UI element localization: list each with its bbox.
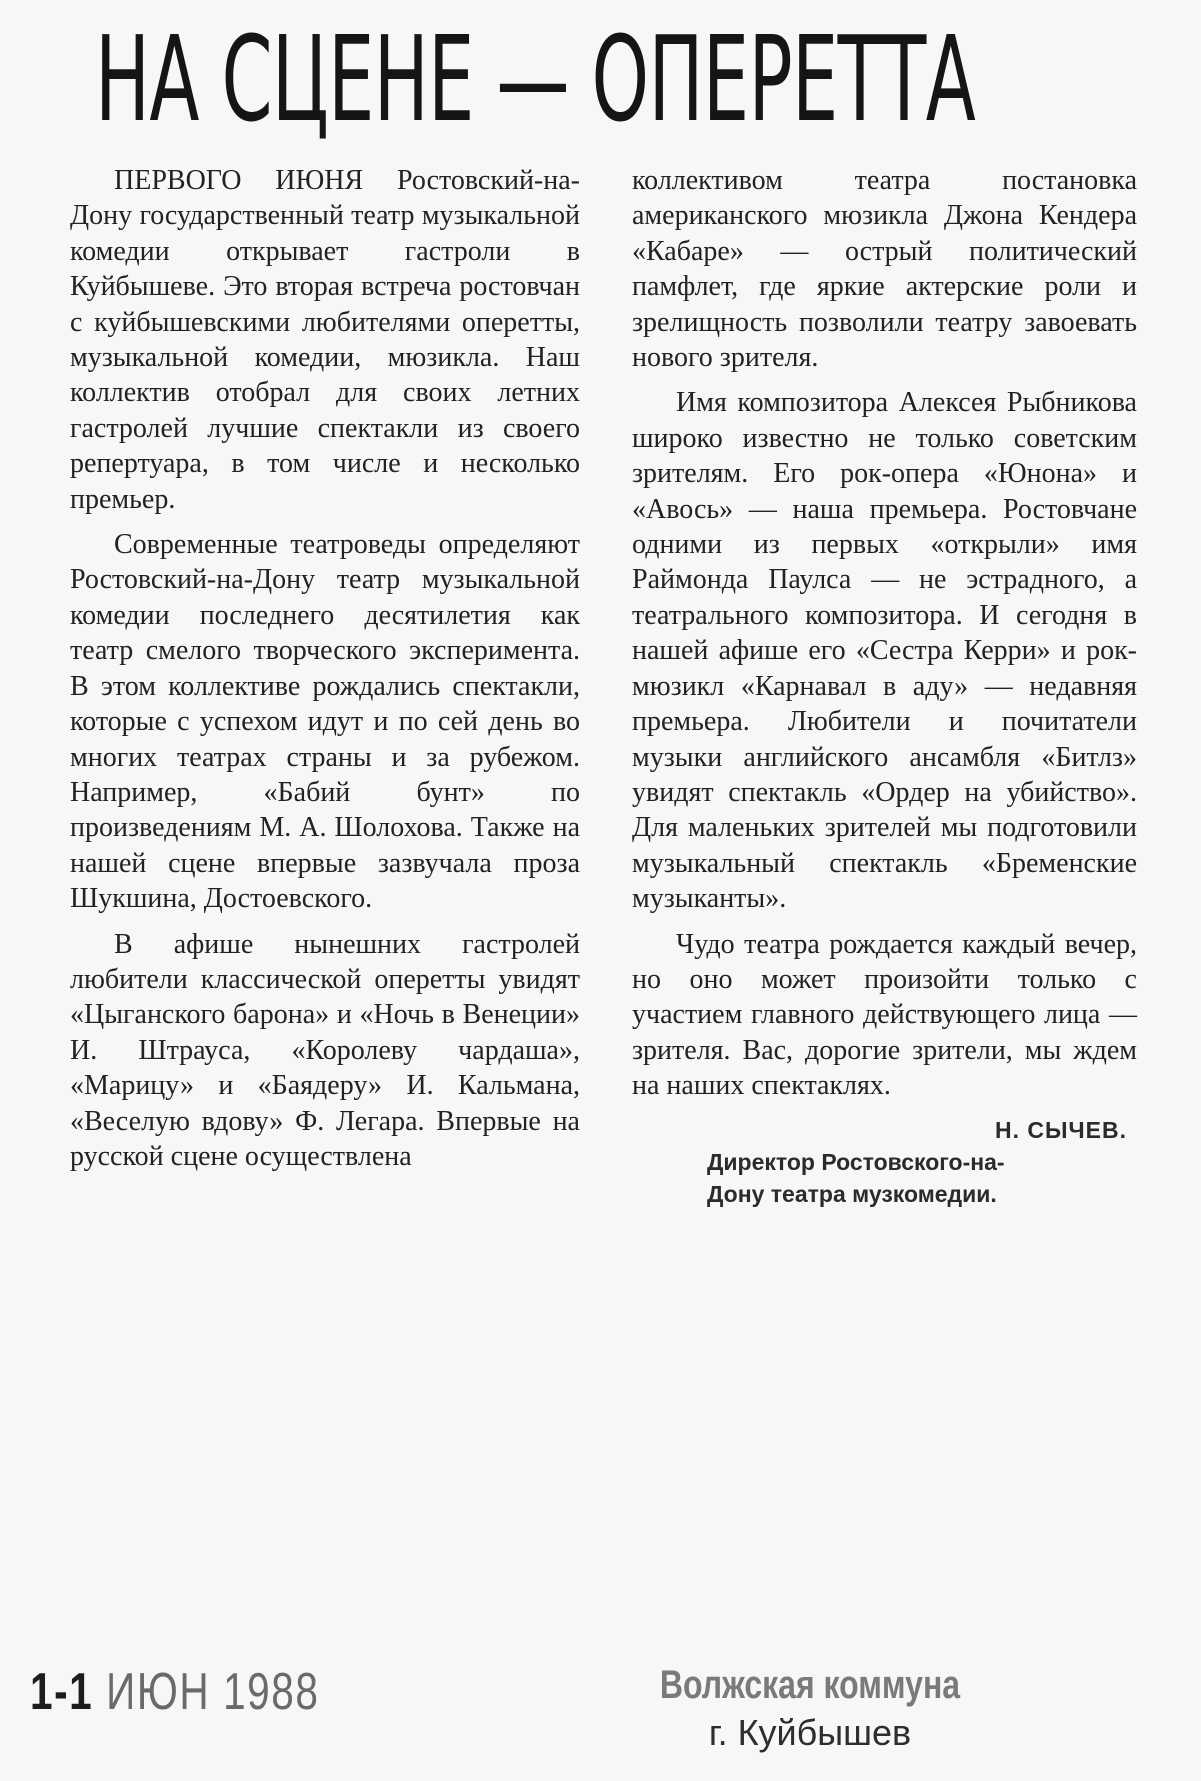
article-paragraph: коллективом театра постановка американского мюзикла Джона Кендера «Кабаре» — острый политический памфлет, где яркие актерские роли и зрелищность позволили театру завоевать нового зрителя.	[632, 165, 1137, 374]
article-paragraph: Имя композитора Алексея Рыбникова широко известно не только советским зрителям. Его рок-опера «Юнона» и «Авось» — наша премьера. Ростовчане одними из первых «открыли» имя Раймонда Паулса — не эстрадного, а театрального композитора. И сегодня в нашей афише его «Сестра Керри» и рок-мюзикл «Карнавал в аду» — недавняя премьера. Любители и почитатели музыки английского ансамбля «Битлз» увидят спектакль «Ордер на убийство». Для маленьких зрителей мы подготовили музыкальный спектакль «Бременские музыканты».	[632, 387, 1137, 915]
left-column	[70, 163, 580, 1184]
newspaper-city: г. Куйбышев	[708, 1712, 912, 1753]
article-headline: НА СЦЕНЕ — ОПЕРЕТТА	[95, 10, 976, 148]
date-stamp-day: 1-1	[30, 1663, 94, 1721]
article-paragraph: В афише нынешних гастролей любители классической оперетты увидят «Цыганского барона» и «Ночь в Венеции» И. Штрауса, «Королеву чардаша», «Марицу» и «Баядеру» И. Кальмана, «Веселую вдову» Ф. Легара. Впервые на русской сцене осуществлена	[70, 928, 580, 1172]
right-column	[632, 163, 1137, 1210]
source-stamp	[600, 1660, 1020, 1756]
date-stamp-month-year: ИЮН 1988	[106, 1663, 320, 1721]
author-title-line-1: Директор Ростовского-на-	[707, 1148, 1005, 1175]
newspaper-name: Волжская коммуна	[659, 1663, 961, 1707]
author-signature	[632, 1114, 1137, 1210]
article-paragraph: ПЕРВОГО ИЮНЯ Ростовский-на-Дону государственный театр музыкальной комедии открывает гастроли в Куйбышеве. Это вторая встреча ростовчан с куйбышевскими любителями оперетты, музыкальной комедии, мюзикла. Наш коллектив отобрал для своих летних гастролей лучшие спектакли из своего репертуара, в том числе и несколько премьер.	[70, 165, 580, 515]
author-name: Н. СЫЧЕВ.	[994, 1116, 1127, 1143]
author-title-line-2: Дону театра музкомедии.	[707, 1180, 997, 1207]
article-paragraph: Современные театроведы определяют Ростовский-на-Дону театр музыкальной комедии последнего десятилетия как театр смелого творческого эксперимента. В этом коллективе рождались спектакли, которые с успехом идут и по сей день во многих театрах страны и за рубежом. Например, «Бабий бунт» по произведениям М. А. Шолохова. Также на нашей сцене впервые зазвучала проза Шукшина, Достоевского.	[70, 529, 580, 915]
date-stamp	[30, 1662, 320, 1722]
article-paragraph: Чудо театра рождается каждый вечер, но оно может произойти только с участием главного действующего лица — зрителя. Вас, дорогие зрители, мы ждем на наших спектаклях.	[632, 928, 1137, 1102]
